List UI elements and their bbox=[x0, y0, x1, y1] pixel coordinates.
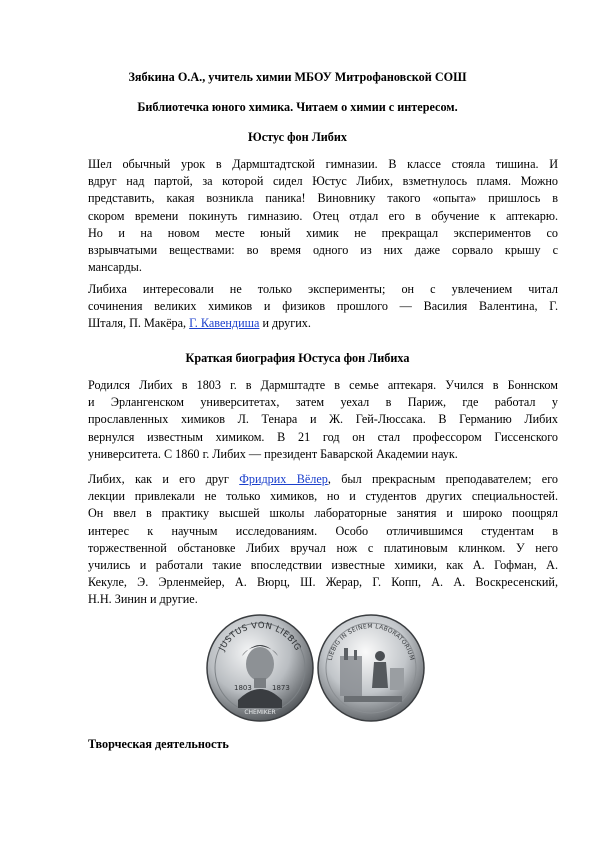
series-line: Библиотечка юного химика. Читаем о химии с интересом. bbox=[137, 100, 458, 114]
cavendish-link[interactable]: Г. Кавендиша bbox=[189, 316, 260, 331]
text-line: Но и на новом месте юный химик не прекращал экспериментов со bbox=[88, 225, 558, 240]
intro-paragraph-2 bbox=[88, 281, 558, 333]
medal-year-end: 1873 bbox=[272, 684, 290, 692]
text-line: мансарды. bbox=[88, 260, 142, 275]
reverse-medal bbox=[318, 615, 424, 721]
text-line: Либиха интересовали не только эксперименты; он с увлечением читал bbox=[88, 282, 558, 296]
text-line: интерес к научным исследованиям. Особо отличившимся студентам в bbox=[88, 523, 558, 538]
text-line: Родился Либих в 1803 г. в Дармштадте в семье аптекаря. Учился в Боннском bbox=[88, 378, 558, 392]
text-line: и Эрлангенском университетах, затем уехал в Париж, где работал у bbox=[88, 395, 558, 410]
text-line: лекции привлекали не только химиков, но и студентов других специальностей. bbox=[88, 489, 558, 504]
medal-bottom-text: CHEMIKER bbox=[244, 709, 276, 716]
author-line: Зябкина О.А., учитель химии МБОУ Митрофановской СОШ bbox=[128, 70, 467, 84]
text-line: Кекуле, Э. Эрленмейер, А. Вюрц, Ш. Жерар, Г. Копп, А. А. Воскресенский, bbox=[88, 575, 558, 590]
page-title: Юстус фон Либих bbox=[247, 130, 348, 144]
text-line bbox=[88, 315, 558, 332]
text-fragment: , был прекрасным преподавателем; его bbox=[327, 472, 558, 486]
text-line: взрывчатыми веществами: во время одного из них даже сорвало крышу с bbox=[88, 242, 558, 257]
text-line: вернулся известным химиком. В 21 год он стал профессором Гиссенского bbox=[88, 429, 558, 444]
section-heading-creative: Творческая деятельность bbox=[88, 737, 229, 751]
bio-heading: Краткая биография Юстуса фон Либиха bbox=[185, 351, 410, 365]
text-fragment: Шталя, П. Макёра, bbox=[88, 316, 190, 331]
text-line: представить, какая возникла паника! Виновнику такого «опыта» пришлось в bbox=[88, 191, 558, 206]
bio-paragraph-2 bbox=[88, 471, 558, 609]
medal-inscription-left: JUSTUS VON LIEBIG bbox=[217, 620, 303, 653]
text-fragment: и других. bbox=[259, 316, 311, 331]
intro-paragraph-1 bbox=[88, 156, 558, 276]
text-line: торжественной обстановке Либих вручал нож с платиновым клинком. У него bbox=[88, 540, 558, 555]
text-line: Шел обычный урок в Дармштадтской гимназии. В классе стояла тишина. И bbox=[88, 157, 558, 171]
text-line: сочинения великих химиков и физиков прошлого — Василия Валентина, Г. bbox=[88, 299, 558, 314]
medal-inscription-right: LIEBIG IN SEINEM LABORATORIUM bbox=[326, 622, 416, 662]
text-line: скором времени покинуть гимназию. Отец отдал его в обучение к аптекарю. bbox=[88, 208, 558, 223]
text-line bbox=[88, 471, 558, 488]
medal-year-start: 1803 bbox=[234, 684, 252, 692]
text-line: университета. С 1860 г. Либих — президент Баварской Академии наук. bbox=[88, 446, 458, 461]
obverse-medal bbox=[207, 615, 313, 721]
bio-paragraph-1 bbox=[88, 377, 558, 463]
text-line: вдруг над партой, за которой сидел Юстус Либих, взметнулось пламя. Можно bbox=[88, 174, 558, 189]
liebig-medals-image bbox=[204, 612, 426, 725]
woehler-link[interactable]: Фридрих Вёлер bbox=[239, 472, 328, 486]
text-fragment: Либих, как и его друг bbox=[88, 472, 240, 486]
text-line: Н.Н. Зинин и другие. bbox=[88, 592, 198, 607]
text-line: учились и работали такие впоследствии известные химики, как А. Гофман, А. bbox=[88, 557, 558, 572]
text-line: Он ввел в практику высшей школы лабораторные занятия и широко поощрял bbox=[88, 506, 558, 521]
text-line: прославленных химиков Л. Тенара и Ж. Гей-Люссака. В Германию Либих bbox=[88, 412, 558, 427]
